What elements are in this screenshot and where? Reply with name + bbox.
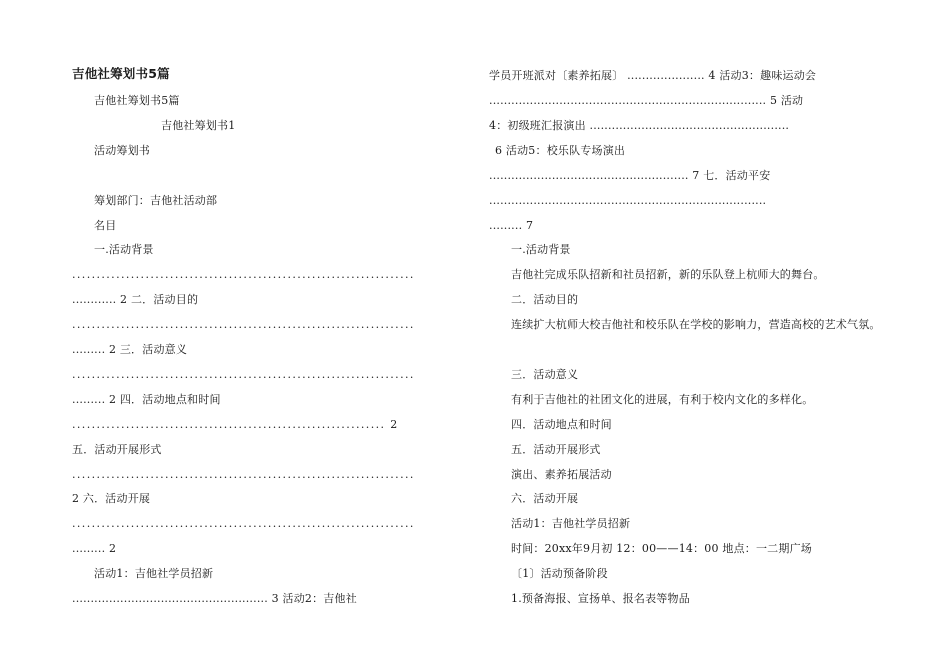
section-heading: 二．活动目的 <box>511 293 579 306</box>
section-body: 有利于吉他社的社团文化的进展，有利于校内文化的多样化。 <box>511 393 814 406</box>
toc-dots: ...................................................................... <box>72 318 415 331</box>
section-heading: 一.活动背景 <box>511 243 571 256</box>
toc-entry: ......... 2 四．活动地点和时间 <box>72 393 221 406</box>
toc-entry: 2 六．活动开展 <box>72 492 151 505</box>
toc-entry: 6 活动5：校乐队专场演出 <box>495 144 626 157</box>
toc-entry: 4：初级班汇报演出 ...................................................... <box>489 119 790 132</box>
toc-entry: 学员开班派对〔素养拓展〕 ..................... 4 活动3：趣味运动会 <box>489 69 817 82</box>
toc-activity: 活动1：吉他社学员招新 <box>94 567 214 580</box>
section-heading: 五．活动开展形式 <box>511 443 601 456</box>
toc-dots: ........................................................................... <box>489 194 767 207</box>
toc-entry: ......... 7 <box>489 219 534 232</box>
section-body: 活动1：吉他社学员招新 <box>511 517 631 530</box>
toc-dots: ...................................................................... <box>72 368 415 381</box>
toc-entry: 一.活动背景 <box>94 243 154 256</box>
toc-entry: 五．活动开展形式 <box>72 443 162 456</box>
section-body: 1.预备海报、宣扬单、报名表等物品 <box>511 592 690 605</box>
section-body: 〔1〕活动预备阶段 <box>511 567 608 580</box>
toc-dots: ........................................................................... 5 活动 <box>489 94 804 107</box>
section-heading: 六．活动开展 <box>511 492 579 505</box>
toc-dots: ...................................................................... <box>72 468 415 481</box>
section-heading: 三．活动意义 <box>511 368 579 381</box>
toc-dots: ...................................................... 7 七．活动平安 <box>489 169 771 182</box>
toc-dots: ................................................................ 2 <box>72 418 399 431</box>
document-subtitle: 吉他社筹划书5篇 <box>94 94 180 107</box>
toc-entry: ......... 2 <box>72 542 117 555</box>
toc-entry: ......... 2 三．活动意义 <box>72 343 188 356</box>
section-body: 吉他社完成乐队招新和社员招新，新的乐队登上杭师大的舞台。 <box>511 268 825 281</box>
toc-label: 名目 <box>94 219 117 232</box>
section-body: 时间：20xx年9月初 12：00——14：00 地点：一二期广场 <box>511 542 812 555</box>
toc-dots: ...................................................................... <box>72 268 415 281</box>
plan-heading: 吉他社筹划书1 <box>161 119 236 132</box>
section-body: 演出、素养拓展活动 <box>511 468 612 481</box>
toc-dots: ..................................................... 3 活动2：吉他社 <box>72 592 357 605</box>
section-heading: 四．活动地点和时间 <box>511 418 612 431</box>
toc-dots: ...................................................................... <box>72 517 415 530</box>
section-body: 连续扩大杭师大校吉他社和校乐队在学校的影响力，营造高校的艺术气氛。 <box>511 318 881 331</box>
plan-type: 活动筹划书 <box>94 144 150 157</box>
document-title: 吉他社筹划书5篇 <box>72 67 170 81</box>
toc-entry: ............ 2 二．活动目的 <box>72 293 199 306</box>
department-line: 筹划部门：吉他社活动部 <box>94 194 218 207</box>
